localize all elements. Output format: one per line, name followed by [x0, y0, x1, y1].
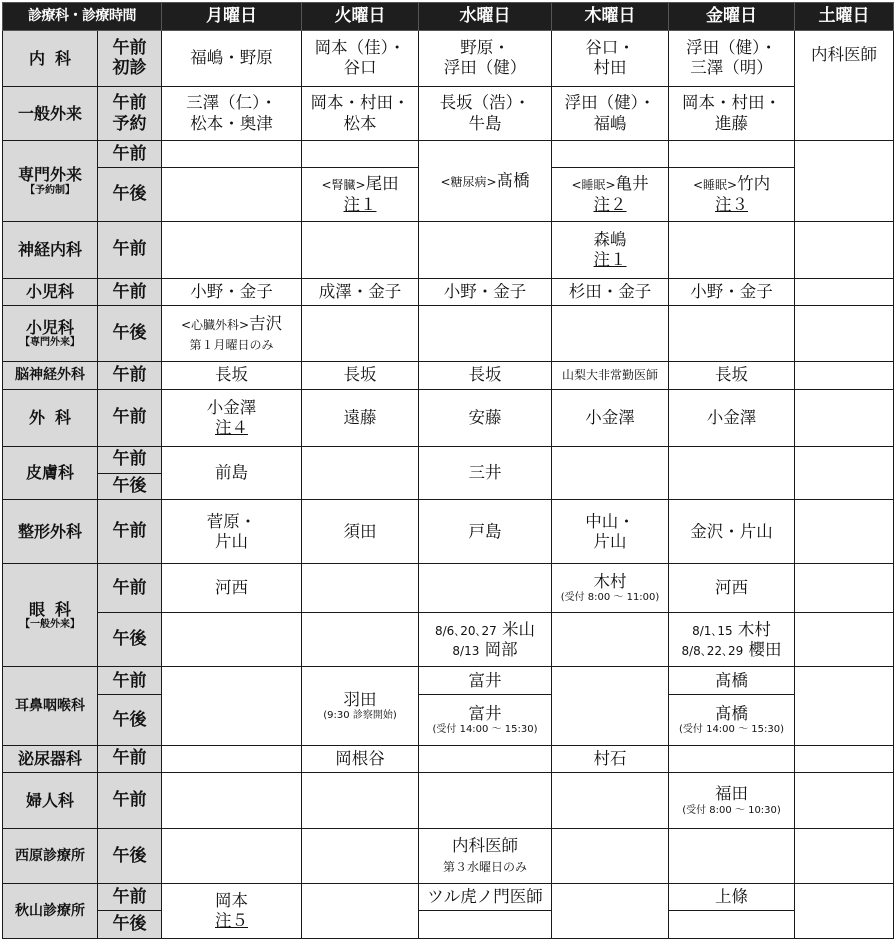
- cell-ganka-am-mon: 河西: [162, 564, 302, 612]
- row-ippan-yoyaku: [3, 86, 894, 141]
- row-naika-shoshin: [3, 31, 894, 87]
- header-corner: 診療科・診療時間: [3, 3, 162, 31]
- cell-ganka-am-tue: [302, 564, 419, 612]
- cell-geka-tue: 遠藤: [302, 389, 419, 446]
- time-am: 午前: [98, 362, 162, 390]
- time-pm: 午後: [98, 695, 162, 746]
- cell-shoni-senmon-sat: [795, 306, 894, 362]
- dept-jibi: 耳鼻咽喉科: [3, 667, 98, 745]
- cell-shoni-senmon-tue: [302, 306, 419, 362]
- cell-naika-mon: 福嶋・野原: [162, 31, 302, 87]
- header-tuesday: 火曜日: [302, 3, 419, 31]
- cell-shoni-wed: 小野・金子: [419, 278, 552, 306]
- time-am-yoyaku: 午前 予約: [98, 86, 162, 141]
- cell-senmon-pm-fri: <睡眠>竹内 注３: [669, 168, 795, 222]
- row-ganka-pm: [3, 612, 894, 667]
- cell-shinkei-thu: 森嶋 注１: [552, 221, 669, 278]
- row-shoni: [3, 278, 894, 306]
- time-am: 午前: [98, 667, 162, 695]
- cell-ganka-am-fri: 河西: [669, 564, 795, 612]
- dept-senmon: 専門外来 【予約制】: [3, 141, 98, 221]
- time-am: 午前: [98, 141, 162, 168]
- cell-hinyo-wed: [419, 745, 552, 772]
- time-am: 午前: [98, 446, 162, 473]
- time-pm: 午後: [98, 612, 162, 667]
- cell-shoni-senmon-mon: <心臓外科>吉沢 第１月曜日のみ: [162, 306, 302, 362]
- cell-ippan-tue: 岡本・村田・ 松本: [302, 86, 419, 141]
- cell-naika-fri: 浮田（健）・ 三澤（明）: [669, 31, 795, 87]
- dept-nishihara: 西原診療所: [3, 829, 98, 884]
- cell-ippan-mon: 三澤（仁）・ 松本・奥津: [162, 86, 302, 141]
- cell-jibi-pm-fri: 髙橋 (受付 14:00 ～ 15:30): [669, 695, 795, 746]
- cell-noushinkei-sat: [795, 362, 894, 390]
- cell-geka-mon: 小金澤 注４: [162, 389, 302, 446]
- cell-ippan-thu: 浮田（健）・ 福嶋: [552, 86, 669, 141]
- cell-hifu-sat: [795, 446, 894, 500]
- cell-ippan-fri: 岡本・村田・ 進藤: [669, 86, 795, 141]
- note-3: 注３: [715, 194, 748, 214]
- cell-shoni-mon: 小野・金子: [162, 278, 302, 306]
- row-shoni-senmon: [3, 306, 894, 362]
- header-row: [3, 3, 894, 31]
- note-2: 注２: [593, 194, 627, 214]
- row-akiyama-am: [3, 884, 894, 911]
- cell-nishihara-sat: [795, 829, 894, 884]
- cell-fujin-tue: [302, 772, 419, 829]
- row-shinkei: [3, 221, 894, 278]
- header-friday: 金曜日: [669, 3, 795, 31]
- time-pm: 午後: [98, 168, 162, 222]
- cell-ganka-am-wed: [419, 564, 552, 612]
- cell-fujin-fri: 福田 (受付 8:00 ～ 10:30): [669, 772, 795, 829]
- cell-hinyo-sat: [795, 745, 894, 772]
- cell-ganka-pm-thu: [552, 612, 669, 667]
- cell-ippan-wed: 長坂（浩）・ 牛島: [419, 86, 552, 141]
- dept-noushinkei: 脳神経外科: [3, 362, 98, 390]
- cell-seikei-fri: 金沢・片山: [669, 500, 795, 564]
- cell-geka-fri: 小金澤: [669, 389, 795, 446]
- cell-hifu-mon: 前島: [162, 446, 302, 500]
- dept-geka: 外科: [3, 389, 98, 446]
- cell-shinkei-tue: [302, 221, 419, 278]
- cell-akiyama-am-fri: 上條: [669, 884, 795, 911]
- cell-akiyama-mon: 岡本 注５: [162, 884, 302, 939]
- cell-hifu-tue: [302, 446, 419, 500]
- row-jibi-pm: [3, 695, 894, 746]
- row-ganka-am: [3, 564, 894, 612]
- cell-senmon-pm-mon: [162, 168, 302, 222]
- row-fujin: [3, 772, 894, 829]
- cell-fujin-mon: [162, 772, 302, 829]
- dept-shinkei: 神経内科: [3, 221, 98, 278]
- cell-hinyo-mon: [162, 745, 302, 772]
- cell-senmon-wed: <糖尿病>髙橋: [419, 141, 552, 221]
- dept-fujin: 婦人科: [3, 772, 98, 829]
- cell-fujin-wed: [419, 772, 552, 829]
- cell-ganka-pm-sat: [795, 612, 894, 667]
- cell-nishihara-thu: [552, 829, 669, 884]
- dept-ippan: 一般外来: [3, 86, 98, 141]
- cell-akiyama-tue: [302, 884, 419, 939]
- cell-hifu-wed: 三井: [419, 446, 552, 500]
- cell-jibi-tue: 羽田 (9:30 診察開始): [302, 667, 419, 745]
- cell-ganka-pm-mon: [162, 612, 302, 667]
- cell-ganka-pm-tue: [302, 612, 419, 667]
- cell-hifu-fri: [669, 446, 795, 500]
- row-hinyo: [3, 745, 894, 772]
- header-thursday: 木曜日: [552, 3, 669, 31]
- cell-naika-tue: 岡本（佳）・ 谷口: [302, 31, 419, 87]
- cell-akiyama-sat: [795, 884, 894, 939]
- cell-shoni-senmon-wed: [419, 306, 552, 362]
- dept-seikei: 整形外科: [3, 500, 98, 564]
- cell-geka-sat: [795, 389, 894, 446]
- note-1: 注１: [343, 194, 377, 214]
- time-am: 午前: [98, 745, 162, 772]
- cell-hinyo-thu: 村石: [552, 745, 669, 772]
- cell-hinyo-fri: [669, 745, 795, 772]
- cell-senmon-pm-thu: <睡眠>亀井 注２: [552, 168, 669, 222]
- cell-jibi-sat: [795, 667, 894, 745]
- cell-shoni-senmon-thu: [552, 306, 669, 362]
- row-akiyama-pm: [3, 910, 894, 938]
- schedule-table: [2, 2, 894, 939]
- cell-nishihara-fri: [669, 829, 795, 884]
- time-am-shoshin: 午前 初診: [98, 31, 162, 87]
- cell-senmon-am-fri: [669, 141, 795, 168]
- time-pm: 午後: [98, 306, 162, 362]
- cell-nishihara-mon: [162, 829, 302, 884]
- cell-ganka-am-sat: [795, 564, 894, 612]
- dept-ganka: 眼科 【一般外来】: [3, 564, 98, 667]
- cell-naika-sat: 内科医師: [795, 31, 894, 141]
- time-pm: 午後: [98, 910, 162, 938]
- cell-senmon-am-tue: [302, 141, 419, 168]
- time-pm: 午後: [98, 829, 162, 884]
- cell-akiyama-thu: [552, 884, 669, 939]
- time-am: 午前: [98, 884, 162, 911]
- cell-geka-thu: 小金澤: [552, 389, 669, 446]
- cell-hifu-thu: [552, 446, 669, 500]
- time-am: 午前: [98, 772, 162, 829]
- cell-jibi-am-wed: 富井: [419, 667, 552, 695]
- cell-noushinkei-wed: 長坂: [419, 362, 552, 390]
- cell-naika-thu: 谷口・ 村田: [552, 31, 669, 87]
- cell-nishihara-wed: 内科医師 第３水曜日のみ: [419, 829, 552, 884]
- cell-akiyama-pm-fri: [669, 910, 795, 938]
- cell-senmon-pm-tue: <腎臓>尾田 注１: [302, 168, 419, 222]
- cell-seikei-thu: 中山・ 片山: [552, 500, 669, 564]
- cell-shoni-fri: 小野・金子: [669, 278, 795, 306]
- cell-senmon-am-thu: [552, 141, 669, 168]
- cell-shinkei-sat: [795, 221, 894, 278]
- header-monday: 月曜日: [162, 3, 302, 31]
- cell-akiyama-pm-wed: [419, 910, 552, 938]
- cell-shinkei-mon: [162, 221, 302, 278]
- cell-jibi-thu: [552, 667, 669, 745]
- dept-akiyama: 秋山診療所: [3, 884, 98, 939]
- cell-noushinkei-thu: 山梨大非常勤医師: [552, 362, 669, 390]
- time-am: 午前: [98, 500, 162, 564]
- row-seikei: [3, 500, 894, 564]
- cell-jibi-pm-wed: 富井 (受付 14:00 ～ 15:30): [419, 695, 552, 746]
- cell-hinyo-tue: 岡根谷: [302, 745, 419, 772]
- header-wednesday: 水曜日: [419, 3, 552, 31]
- row-nishihara: [3, 829, 894, 884]
- dept-hinyo: 泌尿器科: [3, 745, 98, 772]
- time-am: 午前: [98, 389, 162, 446]
- cell-shoni-thu: 杉田・金子: [552, 278, 669, 306]
- cell-shoni-sat: [795, 278, 894, 306]
- row-geka: [3, 389, 894, 446]
- row-noushinkei: [3, 362, 894, 390]
- cell-shinkei-fri: [669, 221, 795, 278]
- dept-naika: 内科: [3, 31, 98, 87]
- cell-fujin-thu: [552, 772, 669, 829]
- cell-noushinkei-fri: 長坂: [669, 362, 795, 390]
- cell-ganka-pm-wed: 8/6､20､27 米山 8/13 岡部: [419, 612, 552, 667]
- cell-jibi-am-fri: 髙橋: [669, 667, 795, 695]
- cell-noushinkei-tue: 長坂: [302, 362, 419, 390]
- cell-shoni-tue: 成澤・金子: [302, 278, 419, 306]
- time-am: 午前: [98, 278, 162, 306]
- row-hifu-am: [3, 446, 894, 473]
- cell-seikei-sat: [795, 500, 894, 564]
- cell-seikei-wed: 戸島: [419, 500, 552, 564]
- cell-shoni-senmon-fri: [669, 306, 795, 362]
- header-saturday: 土曜日: [795, 3, 894, 31]
- cell-seikei-mon: 菅原・ 片山: [162, 500, 302, 564]
- cell-jibi-mon: [162, 667, 302, 745]
- cell-fujin-sat: [795, 772, 894, 829]
- time-pm: 午後: [98, 473, 162, 500]
- cell-akiyama-am-wed: ツル虎ノ門医師: [419, 884, 552, 911]
- dept-shoni: 小児科: [3, 278, 98, 306]
- cell-seikei-tue: 須田: [302, 500, 419, 564]
- dept-hifu: 皮膚科: [3, 446, 98, 500]
- time-am: 午前: [98, 221, 162, 278]
- row-jibi-am: [3, 667, 894, 695]
- cell-geka-wed: 安藤: [419, 389, 552, 446]
- cell-shinkei-wed: [419, 221, 552, 278]
- cell-ganka-am-thu: 木村 (受付 8:00 ～ 11:00): [552, 564, 669, 612]
- cell-nishihara-tue: [302, 829, 419, 884]
- cell-ganka-pm-fri: 8/1､15 木村 8/8､22､29 櫻田: [669, 612, 795, 667]
- cell-senmon-sat: [795, 141, 894, 221]
- time-am: 午前: [98, 564, 162, 612]
- row-senmon-am: [3, 141, 894, 168]
- cell-naika-wed: 野原・ 浮田（健）: [419, 31, 552, 87]
- cell-noushinkei-mon: 長坂: [162, 362, 302, 390]
- cell-senmon-am-mon: [162, 141, 302, 168]
- dept-shoni-senmon: 小児科 【専門外来】: [3, 306, 98, 362]
